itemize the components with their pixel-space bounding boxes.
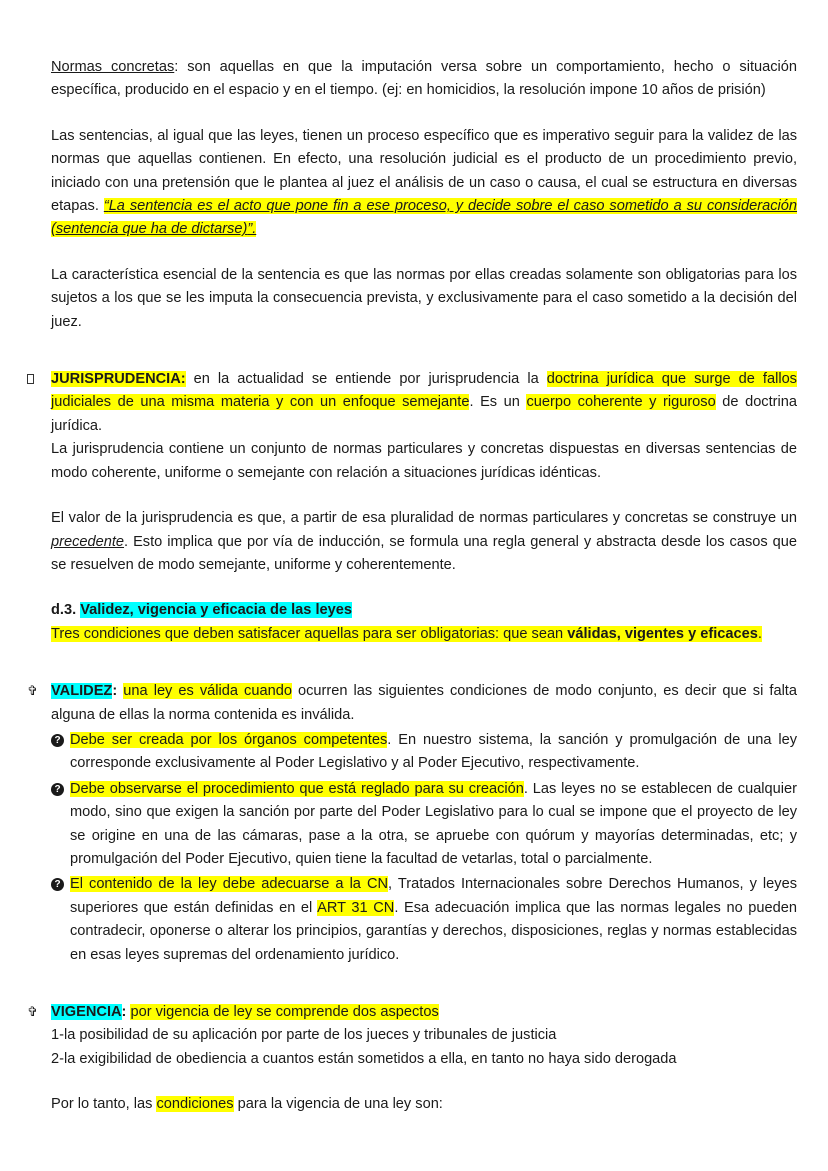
paragraph-normas-concretas: Normas concretas: son aquellas en que la imputación versa sobre un comportamiento, hecho o situación específica, producido en el espacio y en el tiempo. (ej: en homicidios, la resolución impone 10 años de prisión) — [51, 59, 797, 99]
circled-number-icon: ? — [51, 734, 64, 747]
square-bullet-icon — [27, 374, 34, 384]
paragraph-valor-jurisprudencia: El valor de la jurisprudencia es que, a partir de esa pluralidad de normas particulares y concretas se construye un precedente. Esto implica que por vía de inducción, se formula una regla general y abstracta desde los casos que se resuelven de modo semejante, uniforme y coherentemente. — [51, 510, 797, 573]
section-subtitle: Tres condiciones que deben satisfacer aquellas para ser obligatorias: que sean válidas, vigentes y eficaces. — [51, 625, 762, 642]
validez-item-2: ? Debe observarse el procedimiento que está reglado para su creación. Las leyes no se establecen de cualquier modo, sino que exigen la sanción por parte del Poder Legislativo para lo cual se impone que el proyecto de ley se origine en una de las cámaras, pase a la otra, se apruebe con quórum y mayorías determinadas, etc; y promulgación del Poder Ejecutivo, quien tiene la facultad de vetarlas, total o parcialmente. — [51, 778, 797, 872]
paragraph-condiciones: Por lo tanto, las condiciones para la vigencia de una ley son: — [51, 1096, 443, 1113]
highlighted-quote: “La sentencia es el acto que pone fin a ese proceso, y decide sobre el caso sometido a su consideración (sentencia que ha de dictarse)”. — [51, 198, 798, 238]
circled-number-icon: ? — [51, 783, 64, 796]
circled-number-icon: ? — [51, 878, 64, 891]
vigencia-aspect-1: 1-la posibilidad de su aplicación por parte de los jueces y tribunales de justicia — [51, 1027, 557, 1044]
paragraph-jurisprudencia: JURISPRUDENCIA: en la actualidad se entiende por jurisprudencia la doctrina jurídica que surge de fallos judiciales de una misma materia y con un enfoque semejante. Es un cuerpo coherente y riguroso de doctrina jurídica. — [51, 371, 797, 434]
term-precedente: precedente — [51, 533, 125, 550]
heading-vigencia: VIGENCIA — [51, 1004, 122, 1020]
paragraph-jurisprudencia-contiene: La jurisprudencia contiene un conjunto de normas particulares y concretas dispuestas en diversas sentencias de modo coherente, uniforme o semejante con relación a situaciones jurídicas idénticas. — [51, 441, 797, 481]
section-d3 — [51, 599, 797, 646]
cross-bullet-icon: ✞ — [27, 1005, 38, 1020]
art-31-cn-highlight: ART 31 CN — [317, 899, 395, 916]
cross-bullet-icon: ✞ — [27, 684, 38, 700]
vigencia-aspect-2: 2-la exigibilidad de obediencia a cuantos están sometidos a ella, en tanto no haya sido derogada — [51, 1050, 677, 1067]
paragraph-vigencia: VIGENCIA: por vigencia de ley se comprende dos aspectos — [51, 1004, 439, 1020]
paragraph-validez: VALIDEZ: una ley es válida cuando ocurren las siguientes condiciones de modo conjunto, es decir que si falta alguna de ellas la norma contenida es inválida. — [51, 683, 797, 723]
validez-item-3: ? El contenido de la ley debe adecuarse a la CN, Tratados Internacionales sobre Derechos Humanos, y leyes superiores que están definidas en el ART 31 CN. Esa adecuación implica que las normas legales no pueden contradecir, oponerse o alterar los principios, garantías y derechos, disposiciones, reglas y normas establecidas en esas leyes supremas del ordenamiento jurídico. — [51, 873, 797, 967]
term-normas-concretas: Normas concretas — [51, 59, 175, 75]
paragraph-sentencias: Las sentencias, al igual que las leyes, tienen un proceso específico que es imperativo seguir para la validez de las normas que aquellas contienen. En efecto, una resolución judicial es el producto de un procedimiento previo, iniciado con una pretensión que le plantea al juez el análisis de un caso o causa, el cual se estructura en diversas etapas. “La sentencia es el acto que pone fin a ese proceso, y decide sobre el caso sometido a su consideración (sentencia que ha de dictarse)”. — [51, 127, 798, 238]
heading-validez: VALIDEZ — [51, 683, 113, 700]
validez-block — [27, 680, 798, 967]
validez-item-1: ? Debe ser creada por los órganos competentes. En nuestro sistema, la sanción y promulgación de una ley corresponde exclusivamente al Poder Legislativo y al Poder Ejecutivo, respectivamente. — [51, 729, 797, 776]
paragraph-caracteristica: La característica esencial de la sentencia es que las normas por ellas creadas solamente son obligatorias para los sujetos a los que se les imputa la consecuencia prevista, y exclusivamente para el caso sometido a la decisión del juez. — [51, 266, 797, 330]
heading-jurisprudencia: JURISPRUDENCIA: — [51, 371, 186, 388]
document-page — [27, 56, 798, 1117]
section-heading — [51, 599, 797, 622]
section-number: d.3. — [51, 602, 77, 619]
vigencia-block — [27, 1001, 797, 1071]
jurisprudencia-block — [51, 368, 797, 485]
section-title: Validez, vigencia y eficacia de las leyes — [80, 602, 352, 619]
